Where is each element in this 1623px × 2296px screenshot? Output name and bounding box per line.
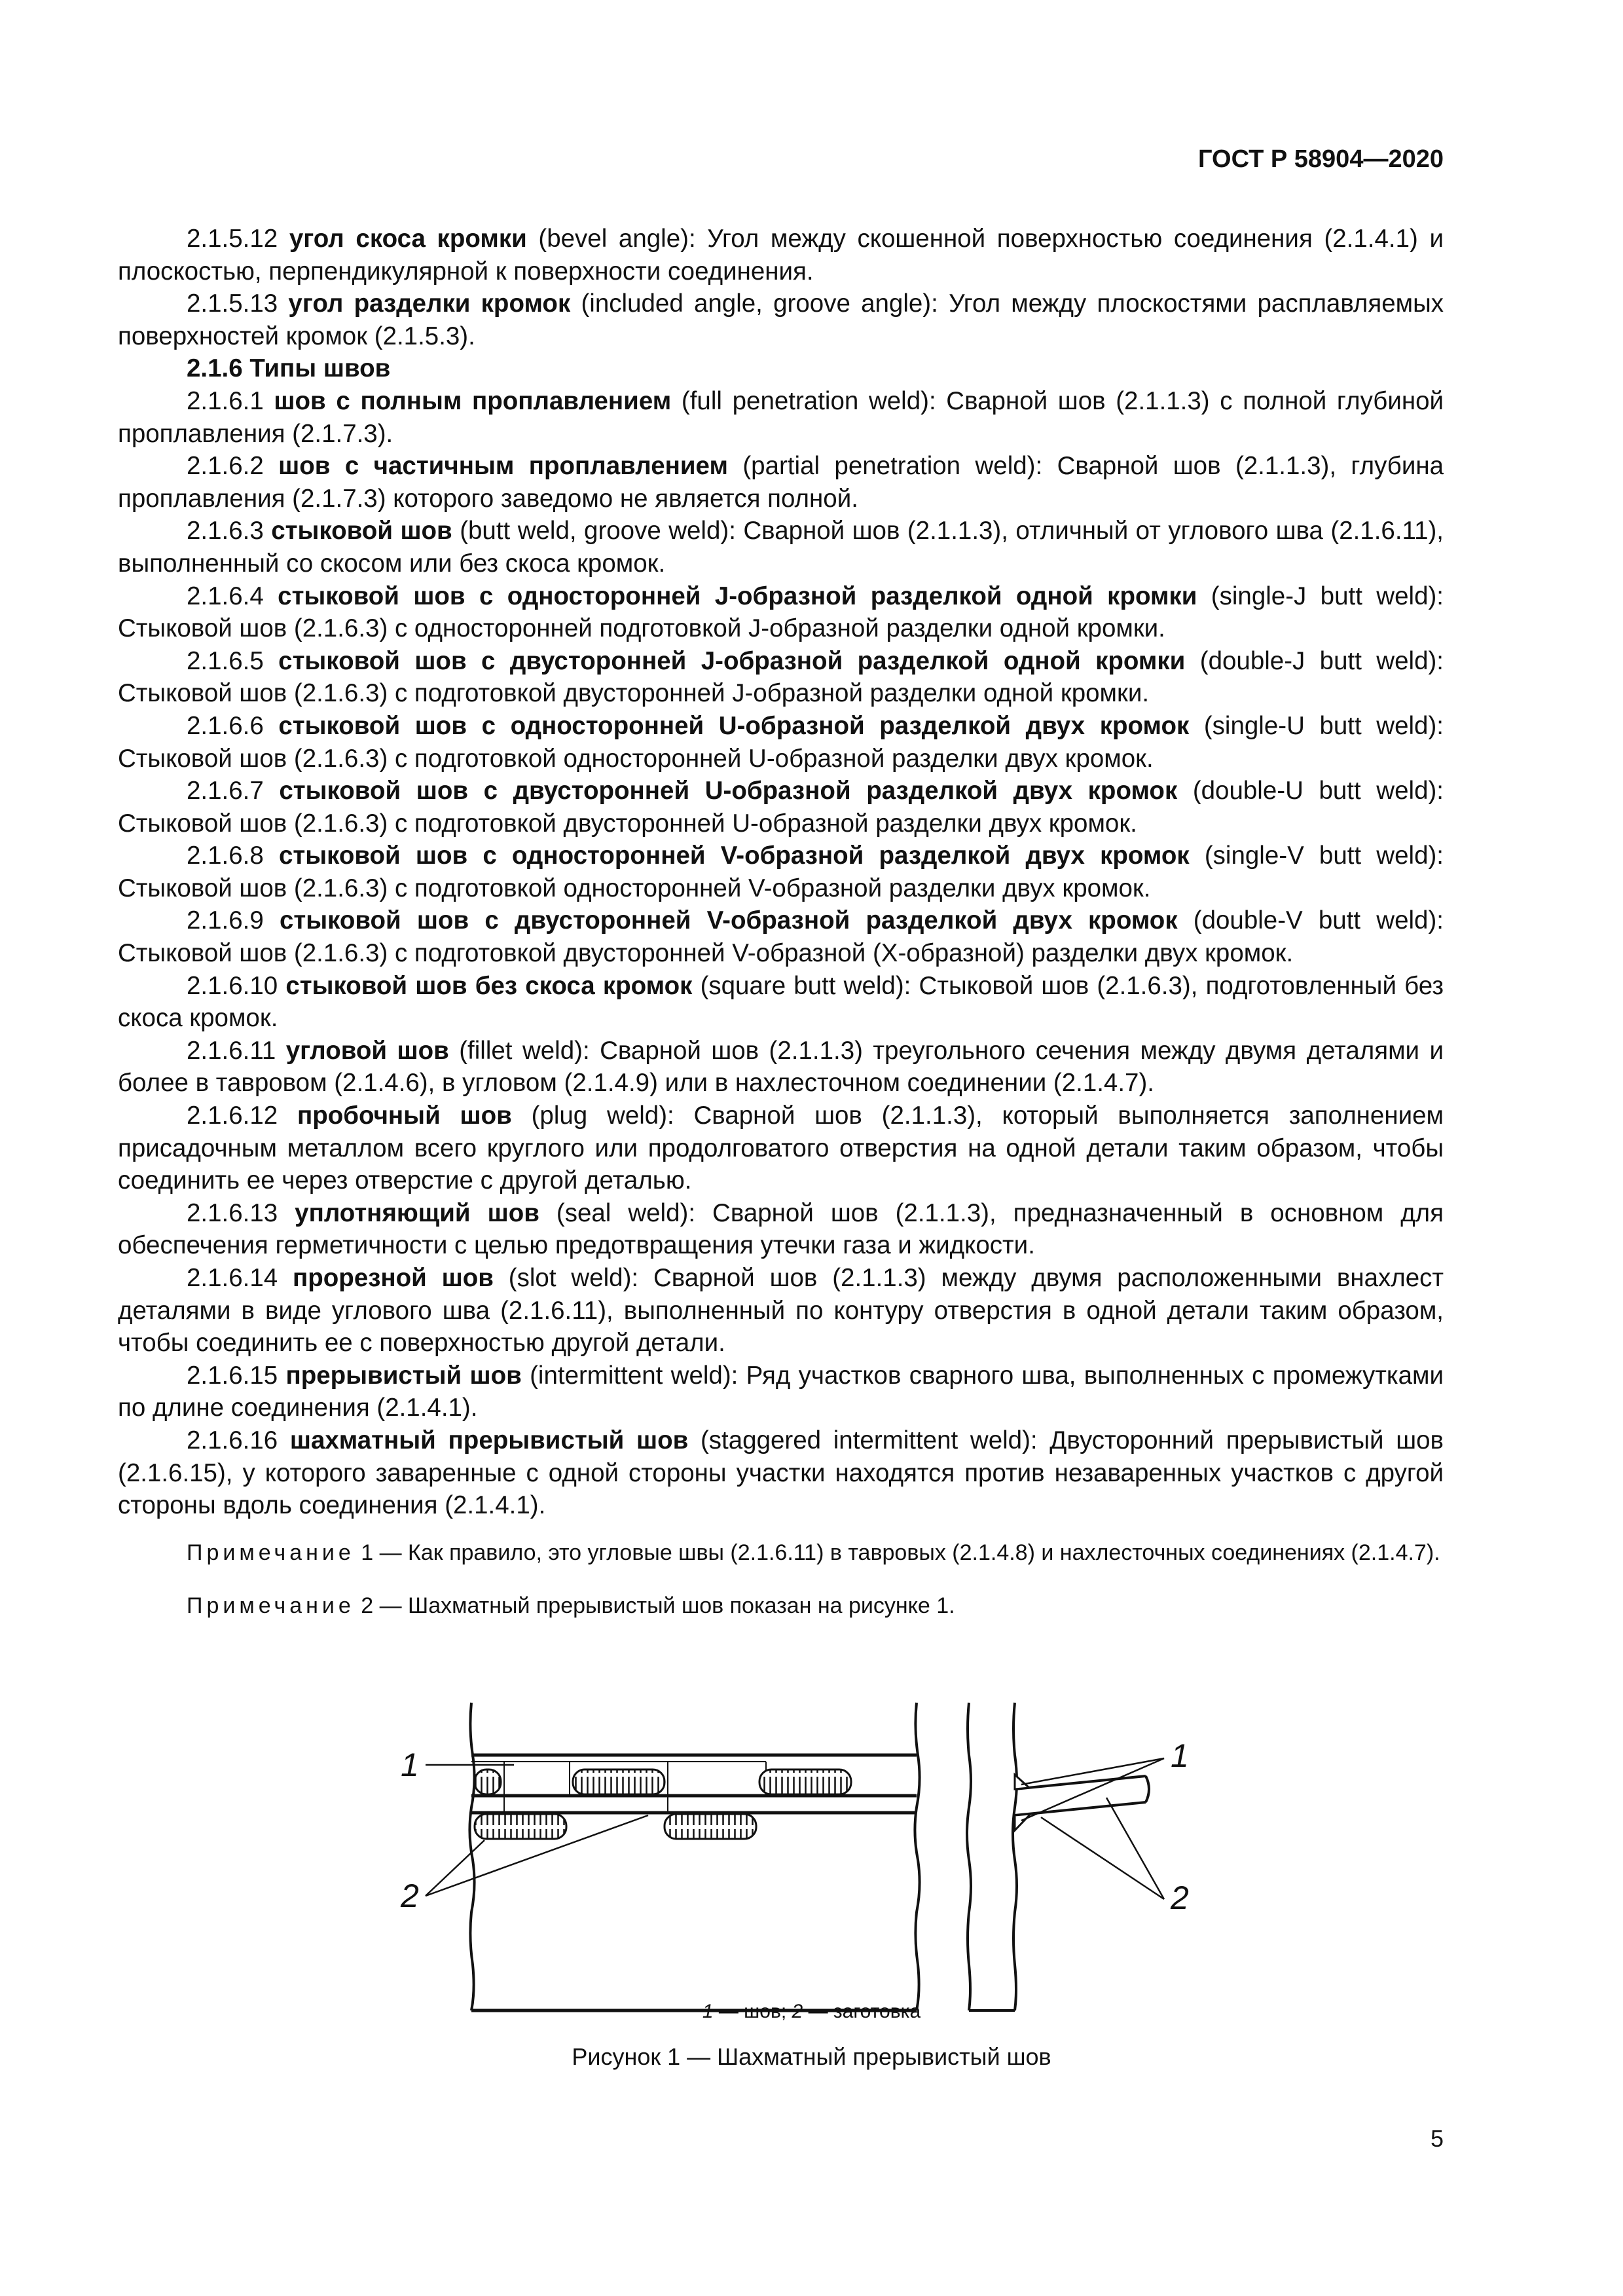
clause-2-1-5-13: 2.1.5.13 угол разделки кромок (included angle, groove angle): Угол между плоскостями расплавляемых поверхностей кромок (2.1.5.3). <box>118 289 1444 350</box>
clause-2-1-6-5: 2.1.6.5 стыковой шов с двусторонней J-образной разделкой одной кромки (double-J butt weld): Стыковой шов (2.1.6.3) с подготовкой двусторонней J-образной разделки одной кромки. <box>118 646 1444 708</box>
clause-2-1-6-7: 2.1.6.7 стыковой шов с двусторонней U-образной разделкой двух кромок (double-U butt weld): Стыковой шов (2.1.6.3) с подготовкой двусторонней U-образной разделки двух кромок. <box>118 777 1444 838</box>
notes <box>118 1539 1444 1645</box>
term: уплотняющий шов <box>295 1198 539 1227</box>
note-2: Примечание 2 — Шахматный прерывистый шов показан на рисунке 1. <box>187 1593 955 1618</box>
clause-2-1-6-16: 2.1.6.16 шахматный прерывистый шов (staggered intermittent weld): Двусторонний прерывистый шов (2.1.6.15), у которого заваренные с одной стороны участки находятся против незаваренных участков с другой стороны вдоль соединения (2.1.4.1). <box>118 1426 1444 1520</box>
term: прорезной шов <box>293 1264 494 1292</box>
clause-2-1-6-14: 2.1.6.14 прорезной шов (slot weld): Сварной шов (2.1.1.3) между двумя расположенными внахлест деталями в виде углового шва (2.1.6.11), выполненный по контуру отверстия в одной детали таким образом, чтобы соединить ее с поверхностью другой детали. <box>118 1264 1444 1358</box>
note-1: Примечание 1 — Как правило, это угловые швы (2.1.6.11) в тавровых (2.1.4.8) и нахлесточных соединениях (2.1.4.7). <box>187 1540 1440 1565</box>
term: шов с частичным проплавлением <box>278 452 728 481</box>
clause-2-1-6-4: 2.1.6.4 стыковой шов с односторонней J-образной разделкой одной кромки (single-J butt weld): Стыковой шов (2.1.6.3) с односторонней подготовкой J-образной разделки одной кромки. <box>118 582 1444 643</box>
clause-2-1-6-13: 2.1.6.13 уплотняющий шов (seal weld): Сварной шов (2.1.1.3), предназначенный в основном для обеспечения герметичности с целью предотвращения утечки газа и жидкости. <box>118 1198 1444 1260</box>
weld-section-top <box>1015 1775 1029 1789</box>
leader-lines-right <box>1021 1758 1164 1899</box>
term: угол разделки кромок <box>288 289 571 318</box>
term: угол скоса кромки <box>289 225 527 253</box>
clause-2-1-6-8: 2.1.6.8 стыковой шов с односторонней V-образной разделкой двух кромок (single-V butt weld): Стыковой шов (2.1.6.3) с подготовкой односторонней V-образной разделки двух кромок. <box>118 842 1444 902</box>
label-blank-left: 2 <box>401 1878 419 1914</box>
clause-2-1-6-2: 2.1.6.2 шов с частичным проплавлением (partial penetration weld): Сварной шов (2.1.1.3), глубина проплавления (2.1.7.3) которого заведомо не является полной. <box>118 452 1444 513</box>
clause-2-1-5-12: 2.1.5.12 угол скоса кромки (bevel angle): Угол между скошенной поверхностью соединения (2.1.4.1) и плоскостью, перпендикулярной к поверхности соединения. <box>118 225 1444 286</box>
weld-segment <box>665 1814 756 1839</box>
term: стыковой шов с двусторонней V-образной разделкой двух кромок <box>279 906 1178 935</box>
weld-section-bottom <box>1015 1814 1030 1830</box>
cross-section <box>967 1703 1149 2010</box>
term: стыковой шов с двусторонней J-образной разделкой одной кромки <box>278 646 1186 675</box>
figure-staggered-weld <box>367 1696 1218 2024</box>
figure-caption: Рисунок 1 — Шахматный прерывистый шов <box>572 2043 1051 2070</box>
weld-segment <box>573 1769 665 1794</box>
term: стыковой шов с односторонней J-образной разделкой одной кромки <box>278 582 1197 610</box>
plan-view <box>469 1703 919 2010</box>
term: стыковой шов без скоса кромок <box>285 971 693 1000</box>
term: стыковой шов с односторонней V-образной разделкой двух кромок <box>278 842 1190 870</box>
clause-2-1-6-11: 2.1.6.11 угловой шов (fillet weld): Сварной шов (2.1.1.3) треугольного сечения между двумя деталями и более в тавровом (2.1.4.6), в угловом (2.1.4.9) или в нахлесточном соединении (2.1.4.7). <box>118 1036 1444 1098</box>
weld-segment <box>475 1814 566 1839</box>
clause-2-1-6-10: 2.1.6.10 стыковой шов без скоса кромок (square butt weld): Стыковой шов (2.1.6.3), подготовленный без скоса кромок. <box>118 971 1444 1033</box>
clause-2-1-6-6: 2.1.6.6 стыковой шов с односторонней U-образной разделкой двух кромок (single-U butt weld): Стыковой шов (2.1.6.3) с подготовкой односторонней U-образной разделки двух кромок. <box>118 711 1444 773</box>
term: угловой шов <box>285 1036 449 1065</box>
term: шов с полным проплавлением <box>274 386 672 415</box>
term: шахматный прерывистый шов <box>289 1426 689 1454</box>
clause-2-1-6-12: 2.1.6.12 пробочный шов (plug weld): Сварной шов (2.1.1.3), который выполняется заполнением присадочным металлом всего круглого или продолговатого отверстия на одной детали таким образом, чтобы соединить ее через отверстие с другой деталью. <box>118 1102 1444 1195</box>
clause-2-1-6-1: 2.1.6.1 шов с полным проплавлением (full penetration weld): Сварной шов (2.1.1.3) с полной глубиной проплавления (2.1.7.3). <box>118 386 1444 448</box>
weld-segment <box>759 1769 851 1794</box>
term: стыковой шов с двусторонней U-образной разделкой двух кромок <box>279 777 1178 805</box>
label-blank-right: 2 <box>1171 1879 1189 1916</box>
term: стыковой шов <box>271 517 452 546</box>
figure-legend: 1 — шов; 2 — заготовка <box>702 2001 921 2022</box>
term: стыковой шов с односторонней U-образной разделкой двух кромок <box>278 711 1190 740</box>
label-weld-left: 1 <box>401 1747 419 1783</box>
clause-2-1-6-15: 2.1.6.15 прерывистый шов (intermittent weld): Ряд участков сварного шва, выполненных с промежутками по длине соединения (2.1.4.1). <box>118 1361 1444 1422</box>
page-number: 5 <box>1430 2125 1444 2152</box>
label-weld-right: 1 <box>1171 1737 1189 1774</box>
document-id: ГОСТ Р 58904—2020 <box>1198 145 1444 173</box>
section-heading: 2.1.6 Типы швов <box>187 354 391 383</box>
body-text <box>118 223 1444 1522</box>
clause-2-1-6-9: 2.1.6.9 стыковой шов с двусторонней V-образной разделкой двух кромок (double-V butt weld): Стыковой шов (2.1.6.3) с подготовкой двусторонней V-образной (X-образной) разделки двух кромок. <box>118 906 1444 968</box>
term: пробочный шов <box>297 1102 512 1130</box>
term: прерывистый шов <box>285 1361 522 1390</box>
weld-segment <box>475 1769 501 1794</box>
clause-2-1-6-3: 2.1.6.3 стыковой шов (butt weld, groove weld): Сварной шов (2.1.1.3), отличный от углового шва (2.1.6.11), выполненный со скосом или без скоса кромок. <box>118 517 1444 578</box>
